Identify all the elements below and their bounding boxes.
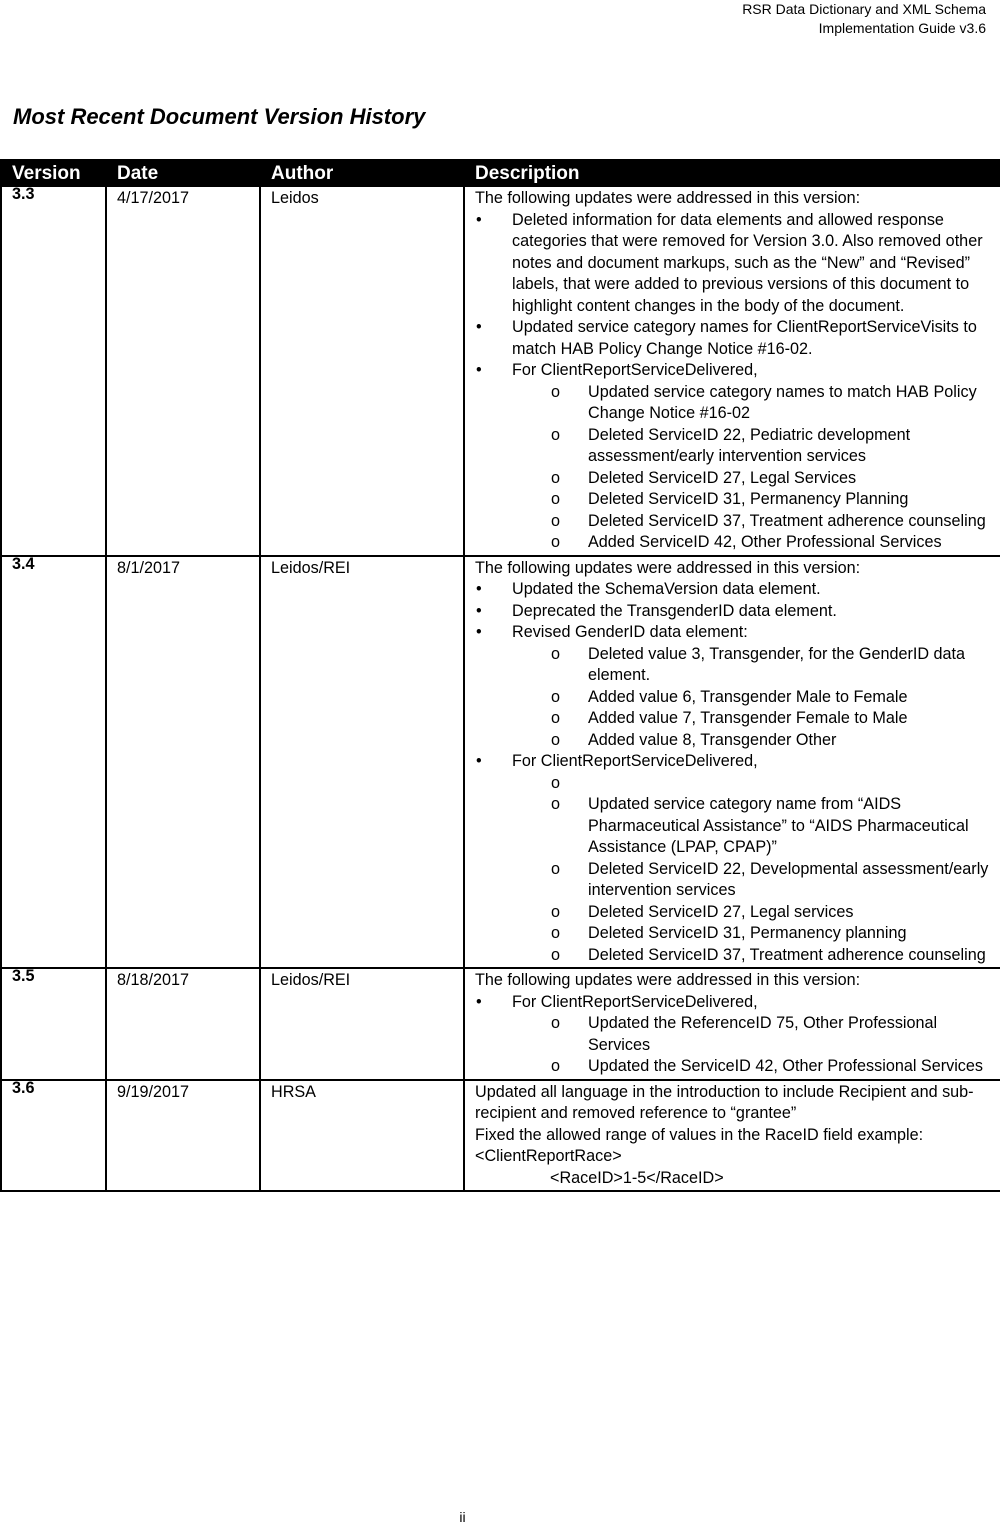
header-description: Description bbox=[464, 160, 1000, 186]
sub-list bbox=[475, 382, 990, 554]
list-item: o Deleted ServiceID 31, Permanency planning bbox=[475, 923, 990, 945]
list-item: • For ClientReportServiceDelivered, bbox=[475, 751, 990, 773]
bullet-list bbox=[475, 992, 990, 1014]
version-cell: 3.3 bbox=[1, 186, 106, 556]
description-cell bbox=[464, 1080, 1000, 1192]
header-version: Version bbox=[1, 160, 106, 186]
header-date: Date bbox=[106, 160, 260, 186]
description-cell bbox=[464, 556, 1000, 969]
header-author: Author bbox=[260, 160, 464, 186]
table-row bbox=[1, 556, 1000, 969]
date-cell: 9/19/2017 bbox=[106, 1080, 260, 1192]
page-number: ii bbox=[459, 1509, 466, 1525]
list-item: o Deleted ServiceID 22, Developmental assessment/early intervention services bbox=[475, 859, 990, 902]
description-cell bbox=[464, 186, 1000, 556]
date-cell: 4/17/2017 bbox=[106, 186, 260, 556]
description-paragraph: Fixed the allowed range of values in the RaceID field example: <ClientReportRace> bbox=[475, 1125, 924, 1165]
list-item: • Updated service category names for ClientReportServiceVisits to match HAB Policy Change Notice #16-02. bbox=[475, 317, 990, 360]
author-cell: Leidos/REI bbox=[260, 968, 464, 1080]
bullet-list bbox=[475, 210, 990, 382]
list-item: o Updated service category names to match HAB Policy Change Notice #16-02 bbox=[475, 382, 990, 425]
list-item: o Deleted ServiceID 37, Treatment adherence counseling bbox=[475, 945, 990, 967]
author-cell: HRSA bbox=[260, 1080, 464, 1192]
sub-list bbox=[475, 644, 990, 752]
code-example: <RaceID>1-5</RaceID> bbox=[550, 1168, 724, 1187]
description-paragraph: Updated all language in the introduction to include Recipient and sub-recipient and removed reference to “grantee” bbox=[475, 1082, 974, 1122]
version-history-table bbox=[0, 159, 1000, 1192]
table-row bbox=[1, 1080, 1000, 1192]
header-line-2: Implementation Guide v3.6 bbox=[818, 20, 986, 36]
description-intro: The following updates were addressed in this version: bbox=[475, 971, 861, 989]
list-item: o Deleted value 3, Transgender, for the GenderID data element. bbox=[475, 644, 990, 687]
list-item bbox=[475, 773, 990, 795]
list-item: o Deleted ServiceID 27, Legal services bbox=[475, 902, 990, 924]
sub-list bbox=[475, 773, 990, 967]
bullet-list bbox=[475, 751, 990, 773]
version-cell: 3.6 bbox=[1, 1080, 106, 1192]
page-title: Most Recent Document Version History bbox=[13, 104, 426, 129]
description-intro: The following updates were addressed in this version: bbox=[475, 189, 861, 207]
list-item: • For ClientReportServiceDelivered, bbox=[475, 360, 990, 382]
bullet-list bbox=[475, 579, 990, 644]
table-header-row bbox=[1, 160, 1000, 186]
table-row bbox=[1, 968, 1000, 1080]
date-cell: 8/1/2017 bbox=[106, 556, 260, 969]
list-item: o Deleted ServiceID 27, Legal Services bbox=[475, 468, 990, 490]
list-item: o Added value 8, Transgender Other bbox=[475, 730, 990, 752]
version-cell: 3.4 bbox=[1, 556, 106, 969]
description-intro: The following updates were addressed in this version: bbox=[475, 558, 861, 577]
list-item: o Deleted ServiceID 31, Permanency Planning bbox=[475, 489, 990, 511]
list-item: • Deleted information for data elements and allowed response categories that were removed for Version 3.0. Also removed other notes and document markups, such as the “New” and “Revised” labels, that were added to previous versions of this document to highlight content changes in the body of the document. bbox=[475, 210, 990, 318]
list-item: o Updated the ServiceID 42, Other Professional Services bbox=[475, 1056, 990, 1078]
sub-list bbox=[475, 1013, 990, 1078]
running-header bbox=[742, 0, 986, 38]
list-item: • Revised GenderID data element: bbox=[475, 622, 990, 644]
list-item: o Deleted ServiceID 37, Treatment adherence counseling bbox=[475, 511, 990, 533]
list-item: o Added ServiceID 42, Other Professional Services bbox=[475, 532, 990, 554]
description-cell bbox=[464, 968, 1000, 1080]
table-row bbox=[1, 186, 1000, 556]
date-cell: 8/18/2017 bbox=[106, 968, 260, 1080]
list-item: o Deleted ServiceID 22, Pediatric development assessment/early intervention services bbox=[475, 425, 990, 468]
list-item: • Deprecated the TransgenderID data element. bbox=[475, 601, 990, 623]
list-item: • Updated the SchemaVersion data element. bbox=[475, 579, 990, 601]
list-item: o Updated the ReferenceID 75, Other Professional Services bbox=[475, 1013, 990, 1056]
list-item: • For ClientReportServiceDelivered, bbox=[475, 992, 990, 1014]
version-cell: 3.5 bbox=[1, 968, 106, 1080]
list-item: o Updated service category name from “AIDS Pharmaceutical Assistance” to “AIDS Pharmaceutical Assistance (LPAP, CPAP)” bbox=[475, 794, 990, 859]
author-cell: Leidos bbox=[260, 186, 464, 556]
author-cell: Leidos/REI bbox=[260, 556, 464, 969]
list-item: o Added value 6, Transgender Male to Female bbox=[475, 687, 990, 709]
list-item: o Added value 7, Transgender Female to Male bbox=[475, 708, 990, 730]
header-line-1: RSR Data Dictionary and XML Schema bbox=[742, 1, 986, 17]
